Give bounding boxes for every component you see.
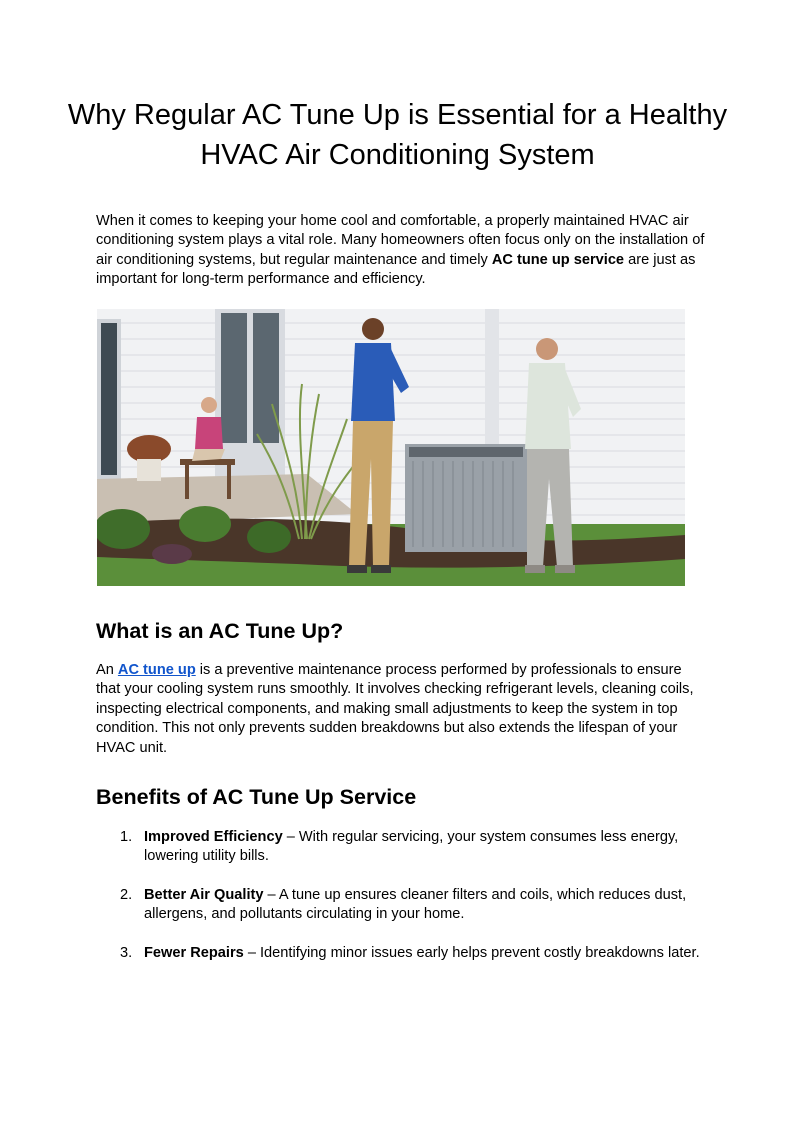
list-item-title: Fewer Repairs (144, 944, 244, 961)
list-item-text: – With regular servicing, your system consumes less energy, lowering utility bills. (144, 829, 679, 865)
section1-prefix: An (96, 662, 118, 678)
intro-text: When it comes to keeping your home cool and comfortable, a properly maintained HVAC air conditioning system plays a vital role. Many homeowners often focus only on the installation of air conditioning systems, but regular maintenance and timely (96, 213, 705, 268)
list-item (96, 828, 706, 867)
document-title: Why Regular AC Tune Up is Essential for a Healthy HVAC Air Conditioning System (67, 99, 728, 171)
section1-body: is a preventive maintenance process performed by professionals to ensure that your cooling system runs smoothly. It involves checking refrigerant levels, cleaning coils, inspecting electrical components, and making small adjustments to keep the system in top condition. This not only prevents sudden breakdowns but also extends the lifespan of your HVAC unit. (96, 662, 694, 756)
ac-tune-up-link[interactable]: AC tune up (117, 662, 196, 678)
list-item (96, 886, 706, 925)
section-heading-benefits: Benefits of AC Tune Up Service (96, 785, 417, 809)
intro-text-end: are just as important for long-term performance and efficiency. (96, 251, 696, 288)
intro-bold-phrase: AC tune up service (491, 251, 625, 268)
intro-paragraph (96, 212, 706, 290)
benefits-list (96, 828, 706, 982)
list-item-number: 3. (120, 944, 133, 961)
list-item-text: – A tune up ensures cleaner filters and coils, which reduces dust, allergens, and pollutants circulating in your home. (144, 886, 687, 923)
list-item (96, 944, 706, 963)
list-item-text: – Identifying minor issues early helps prevent costly breakdowns later. (243, 944, 700, 961)
technician-with-homeowner-photo (97, 309, 685, 586)
list-item-number: 2. (120, 886, 133, 903)
section-heading-what-is-tune-up: What is an AC Tune Up? (96, 619, 344, 643)
section1-paragraph (96, 661, 706, 758)
list-item-title: Improved Efficiency (144, 829, 283, 845)
list-item-title: Better Air Quality (144, 886, 264, 903)
list-item-number: 1. (120, 829, 133, 845)
